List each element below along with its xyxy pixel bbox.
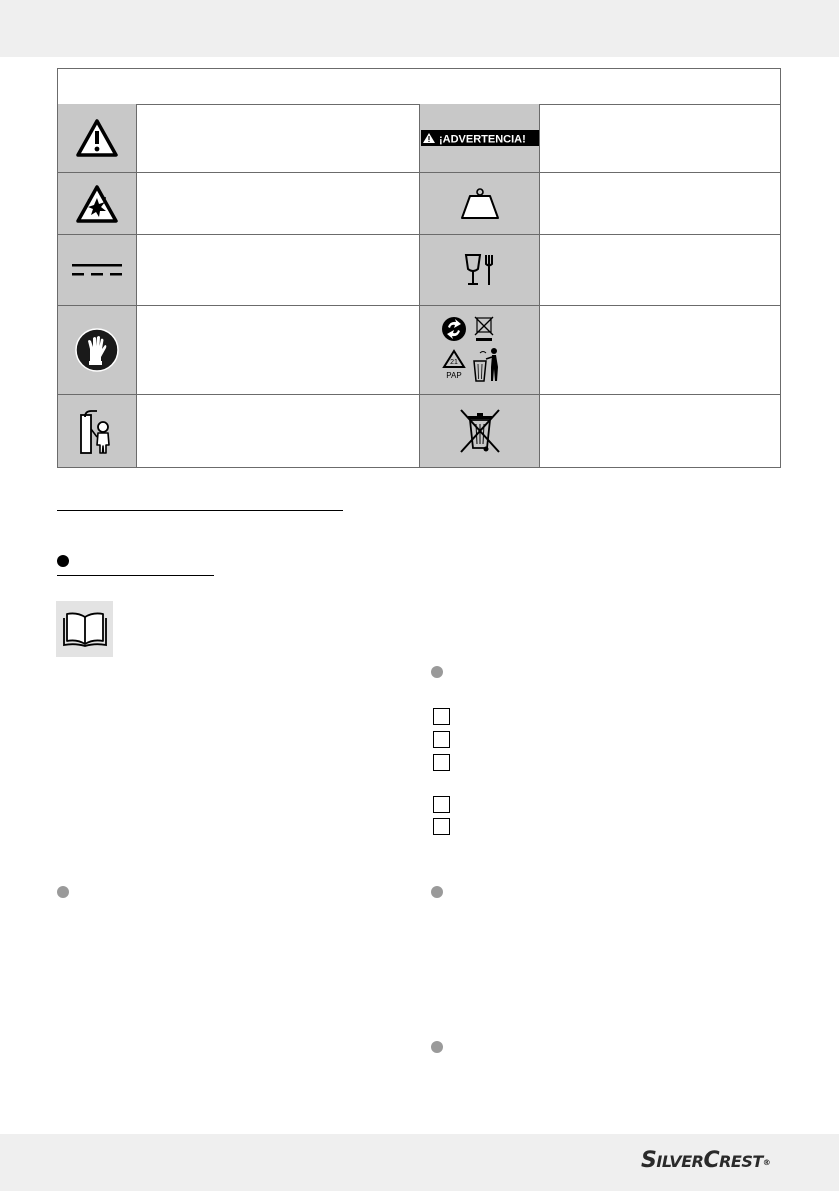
recycling-marks-icon	[440, 315, 520, 385]
brand-logo-s: S	[641, 1148, 657, 1173]
icon-cell	[419, 395, 540, 467]
child-hazard-icon	[77, 407, 117, 455]
icon-cell	[419, 173, 540, 234]
brand-logo-rest: REST	[719, 1152, 763, 1171]
bullet-dot	[57, 555, 69, 567]
symbol-description	[539, 235, 780, 305]
symbol-row	[58, 235, 780, 306]
symbol-row	[58, 104, 780, 173]
bullet-dot	[431, 1041, 443, 1053]
brand-logo-ilver: ILVER	[656, 1152, 704, 1171]
symbol-description	[539, 173, 780, 234]
icon-cell	[58, 395, 137, 467]
bullet-dot	[431, 886, 443, 898]
brand-logo-c: C	[703, 1148, 720, 1173]
symbol-row	[58, 306, 780, 395]
checkbox	[433, 754, 450, 771]
icon-cell	[58, 306, 137, 394]
symbol-description	[137, 235, 418, 305]
bullet-dot	[431, 666, 443, 678]
crossed-out-bin-icon	[458, 408, 502, 454]
icon-cell	[419, 235, 540, 305]
checkbox	[433, 731, 450, 748]
icon-cell	[58, 235, 137, 305]
symbol-description	[137, 104, 418, 172]
symbol-row	[58, 173, 780, 235]
open-book-icon	[63, 611, 107, 647]
symbol-description	[539, 104, 780, 172]
explosion-warning-icon	[75, 184, 119, 224]
pap-code: 21	[449, 359, 458, 366]
symbol-table-header	[58, 69, 780, 105]
symbol-description	[137, 306, 418, 394]
read-manual-icon-box	[56, 601, 113, 657]
icon-cell	[58, 104, 137, 172]
registered-mark: ®	[762, 1158, 771, 1167]
direct-current-icon	[71, 262, 123, 278]
symbol-table	[57, 68, 781, 468]
icon-cell	[419, 306, 540, 394]
food-safe-icon	[462, 252, 498, 288]
advertencia-label-icon	[421, 130, 539, 146]
bullet-dot	[57, 886, 69, 898]
pap-text: PAP	[445, 371, 462, 380]
wear-gloves-icon	[74, 327, 120, 373]
brand-logo	[641, 1146, 791, 1176]
warning-triangle-icon	[75, 118, 119, 158]
checkbox	[433, 708, 450, 725]
checkbox	[433, 818, 450, 835]
subsection-heading-underline	[57, 575, 214, 576]
symbol-row	[58, 395, 780, 467]
weight-icon	[458, 187, 502, 221]
icon-cell	[419, 104, 540, 172]
symbol-description	[137, 395, 418, 467]
top-band	[0, 0, 839, 57]
symbol-description	[539, 306, 780, 394]
advertencia-text: ¡ADVERTENCIA!	[438, 133, 526, 146]
symbol-description	[539, 395, 780, 467]
symbol-description	[137, 173, 418, 234]
section-heading-underline	[57, 510, 343, 511]
checkbox	[433, 796, 450, 813]
icon-cell	[58, 173, 137, 234]
